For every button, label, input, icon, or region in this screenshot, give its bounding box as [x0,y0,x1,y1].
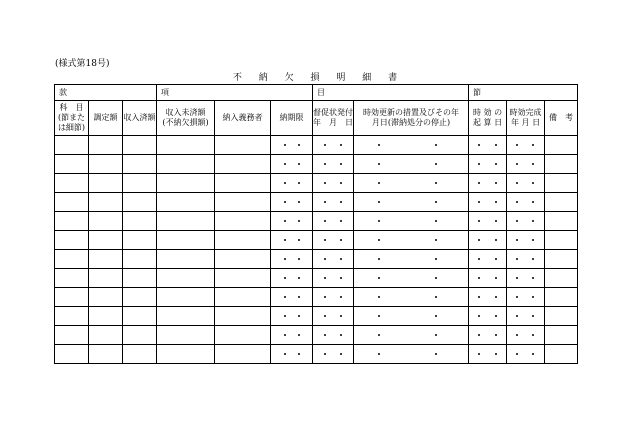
date-separator-dot [495,163,497,165]
date-separator-dot [298,277,300,279]
table-cell[interactable] [271,288,313,307]
table-cell[interactable] [157,136,215,155]
table-row [55,307,578,326]
table-cell[interactable] [545,326,578,345]
table-cell[interactable] [215,174,271,193]
header-shunyu: 収入済額 [123,101,157,136]
date-separator-dot [378,220,380,222]
table-cell[interactable] [469,269,507,288]
table-cell[interactable] [507,345,545,364]
date-separator-dot [516,239,518,241]
table-cell[interactable] [545,193,578,212]
title-char: 細 [362,73,372,83]
date-separator-dot [378,201,380,203]
table-cell[interactable] [507,288,545,307]
table-cell[interactable] [215,269,271,288]
table-cell[interactable] [55,250,89,269]
table-cell[interactable] [545,269,578,288]
date-separator-dot [284,315,286,317]
date-separator-dot [478,353,480,355]
date-separator-dot [284,258,286,260]
table-cell[interactable] [215,345,271,364]
table-cell[interactable] [271,174,313,193]
date-separator-dot [516,144,518,146]
date-separator-dot [532,296,534,298]
table-cell[interactable] [469,136,507,155]
table-cell[interactable] [215,307,271,326]
table-cell[interactable] [469,326,507,345]
date-separator-dot [298,239,300,241]
table-cell[interactable] [354,231,469,250]
date-separator-dot [435,258,437,260]
date-separator-dot [435,182,437,184]
date-separator-dot [516,315,518,317]
table-cell[interactable] [123,136,157,155]
table-row [55,288,578,307]
date-separator-dot [298,353,300,355]
date-separator-dot [478,315,480,317]
table-cell[interactable] [215,193,271,212]
table-cell[interactable] [89,136,123,155]
table-cell[interactable] [354,193,469,212]
title-char: 書 [388,73,398,83]
date-separator-dot [516,334,518,336]
table-cell[interactable] [469,288,507,307]
table-cell[interactable] [313,136,354,155]
date-separator-dot [435,353,437,355]
deficit-detail-table [54,84,578,364]
table-cell[interactable] [271,250,313,269]
table-row [55,231,578,250]
date-separator-dot [284,239,286,241]
date-separator-dot [495,315,497,317]
date-separator-dot [324,201,326,203]
table-row [55,269,578,288]
table-cell[interactable] [89,288,123,307]
table-cell[interactable] [157,174,215,193]
date-separator-dot [478,277,480,279]
table-cell[interactable] [215,136,271,155]
date-separator-dot [298,334,300,336]
table-cell[interactable] [55,136,89,155]
table-cell[interactable] [271,193,313,212]
date-separator-dot [340,334,342,336]
table-cell[interactable] [507,193,545,212]
table-cell[interactable] [55,345,89,364]
table-cell[interactable] [469,155,507,174]
table-cell[interactable] [271,307,313,326]
table-cell[interactable] [507,250,545,269]
table-cell[interactable] [157,345,215,364]
table-cell[interactable] [89,250,123,269]
table-cell[interactable] [123,307,157,326]
table-cell[interactable] [545,136,578,155]
date-separator-dot [435,334,437,336]
title-char: 明 [336,73,346,83]
date-separator-dot [340,296,342,298]
table-cell[interactable] [89,269,123,288]
date-separator-dot [284,163,286,165]
table-cell[interactable] [354,269,469,288]
date-separator-dot [298,144,300,146]
date-separator-dot [478,182,480,184]
date-separator-dot [435,296,437,298]
table-cell[interactable] [507,155,545,174]
date-separator-dot [324,182,326,184]
table-cell[interactable] [157,250,215,269]
table-cell[interactable] [313,250,354,269]
table-row [55,155,578,174]
table-cell[interactable] [55,307,89,326]
date-separator-dot [324,353,326,355]
date-separator-dot [284,353,286,355]
table-cell[interactable] [215,326,271,345]
table-cell[interactable] [507,136,545,155]
date-separator-dot [478,220,480,222]
moku-cell: 目 [313,85,469,101]
date-separator-dot [324,334,326,336]
date-separator-dot [284,277,286,279]
date-separator-dot [298,182,300,184]
table-cell[interactable] [313,193,354,212]
table-cell[interactable] [545,345,578,364]
table-cell[interactable] [545,307,578,326]
table-cell[interactable] [354,288,469,307]
table-cell[interactable] [507,269,545,288]
table-cell[interactable] [507,326,545,345]
date-separator-dot [324,239,326,241]
table-cell[interactable] [271,231,313,250]
table-cell[interactable] [271,212,313,231]
table-cell[interactable] [89,212,123,231]
date-separator-dot [495,277,497,279]
date-separator-dot [324,296,326,298]
column-header-row [55,101,578,136]
date-separator-dot [478,163,480,165]
table-cell[interactable] [354,345,469,364]
date-separator-dot [378,144,380,146]
table-cell[interactable] [55,231,89,250]
date-separator-dot [495,182,497,184]
table-cell[interactable] [55,193,89,212]
table-cell[interactable] [313,345,354,364]
table-cell[interactable] [157,212,215,231]
table-cell[interactable] [354,212,469,231]
date-separator-dot [298,296,300,298]
table-cell[interactable] [271,155,313,174]
date-separator-dot [516,353,518,355]
table-cell[interactable] [55,288,89,307]
table-cell[interactable] [123,288,157,307]
date-separator-dot [478,239,480,241]
table-cell[interactable] [469,345,507,364]
table-cell[interactable] [89,174,123,193]
table-cell[interactable] [507,307,545,326]
date-separator-dot [378,334,380,336]
date-separator-dot [495,258,497,260]
table-cell[interactable] [89,326,123,345]
table-cell[interactable] [55,212,89,231]
table-cell[interactable] [215,250,271,269]
table-cell[interactable] [313,231,354,250]
date-separator-dot [324,163,326,165]
table-cell[interactable] [271,269,313,288]
table-cell[interactable] [215,155,271,174]
header-jikou-koushin: 時効更新の措置及びその年 月日(滞納処分の停止) [354,101,469,136]
date-separator-dot [478,334,480,336]
table-cell[interactable] [469,307,507,326]
date-separator-dot [435,201,437,203]
table-row [55,345,578,364]
header-tokusoku: 督促状発付 年 月 日 [313,101,354,136]
date-separator-dot [340,163,342,165]
date-separator-dot [478,296,480,298]
date-separator-dot [478,258,480,260]
table-row [55,326,578,345]
table-cell[interactable] [469,212,507,231]
date-separator-dot [324,144,326,146]
table-row [55,136,578,155]
table-cell[interactable] [354,155,469,174]
table-cell[interactable] [507,231,545,250]
header-mishuu: 収入未済額 (不納欠損額) [157,101,215,136]
date-separator-dot [284,334,286,336]
date-separator-dot [340,220,342,222]
title-char: 欠 [284,73,294,83]
table-cell[interactable] [469,193,507,212]
table-cell[interactable] [271,345,313,364]
date-separator-dot [284,182,286,184]
date-separator-dot [340,315,342,317]
table-cell[interactable] [157,193,215,212]
account-category-row [55,85,578,101]
table-cell[interactable] [89,193,123,212]
date-separator-dot [340,258,342,260]
date-separator-dot [378,239,380,241]
date-separator-dot [435,220,437,222]
date-separator-dot [516,182,518,184]
date-separator-dot [340,239,342,241]
date-separator-dot [378,258,380,260]
table-cell[interactable] [313,155,354,174]
table-cell[interactable] [354,136,469,155]
date-separator-dot [298,201,300,203]
table-cell[interactable] [123,155,157,174]
table-cell[interactable] [545,212,578,231]
date-separator-dot [340,353,342,355]
table-cell[interactable] [469,174,507,193]
date-separator-dot [284,144,286,146]
table-cell[interactable] [157,307,215,326]
title-char: 損 [310,73,320,83]
date-separator-dot [284,296,286,298]
table-row [55,193,578,212]
table-cell[interactable] [507,212,545,231]
header-biko: 備 考 [545,101,578,136]
kou-cell: 項 [157,85,313,101]
date-separator-dot [495,220,497,222]
table-cell[interactable] [469,250,507,269]
table-cell[interactable] [354,326,469,345]
table-cell[interactable] [89,155,123,174]
table-cell[interactable] [157,288,215,307]
table-cell[interactable] [313,307,354,326]
date-separator-dot [516,201,518,203]
date-separator-dot [378,296,380,298]
date-separator-dot [324,220,326,222]
date-separator-dot [435,144,437,146]
table-cell[interactable] [157,155,215,174]
table-cell[interactable] [545,174,578,193]
table-cell[interactable] [157,231,215,250]
table-row [55,212,578,231]
date-separator-dot [298,163,300,165]
table-cell[interactable] [469,231,507,250]
date-separator-dot [284,220,286,222]
date-separator-dot [532,182,534,184]
date-separator-dot [378,353,380,355]
date-separator-dot [324,277,326,279]
date-separator-dot [516,220,518,222]
table-cell[interactable] [123,250,157,269]
header-gimusha: 納入義務者 [215,101,271,136]
date-separator-dot [298,315,300,317]
date-separator-dot [532,277,534,279]
date-separator-dot [495,334,497,336]
table-cell[interactable] [123,212,157,231]
date-separator-dot [340,144,342,146]
table-cell[interactable] [215,212,271,231]
table-cell[interactable] [545,155,578,174]
form-number: (様式第18号) [55,59,110,69]
date-separator-dot [378,277,380,279]
table-cell[interactable] [123,269,157,288]
table-cell[interactable] [313,288,354,307]
header-chotei: 調定額 [89,101,123,136]
date-separator-dot [378,315,380,317]
table-cell[interactable] [89,231,123,250]
date-separator-dot [532,353,534,355]
table-cell[interactable] [55,269,89,288]
date-separator-dot [478,144,480,146]
date-separator-dot [340,182,342,184]
date-separator-dot [435,163,437,165]
table-cell[interactable] [354,250,469,269]
table-cell[interactable] [545,288,578,307]
table-cell[interactable] [507,174,545,193]
table-cell[interactable] [313,269,354,288]
table-cell[interactable] [55,174,89,193]
table-cell[interactable] [123,326,157,345]
date-separator-dot [435,277,437,279]
date-separator-dot [284,201,286,203]
table-row [55,250,578,269]
table-cell[interactable] [55,326,89,345]
setsu-cell: 節 [469,85,578,101]
date-separator-dot [532,201,534,203]
date-separator-dot [532,334,534,336]
table-cell[interactable] [123,345,157,364]
table-cell[interactable] [89,307,123,326]
table-cell[interactable] [215,288,271,307]
header-kamoku: 科 目 (節また は細節) [55,101,89,136]
date-separator-dot [324,258,326,260]
table-cell[interactable] [157,326,215,345]
date-separator-dot [495,201,497,203]
date-separator-dot [298,258,300,260]
date-separator-dot [378,182,380,184]
date-separator-dot [532,144,534,146]
title-char: 納 [258,73,268,83]
table-cell[interactable] [545,231,578,250]
date-separator-dot [495,353,497,355]
date-separator-dot [495,144,497,146]
date-separator-dot [324,315,326,317]
date-separator-dot [532,239,534,241]
date-separator-dot [298,220,300,222]
date-separator-dot [516,163,518,165]
table-cell[interactable] [123,193,157,212]
date-separator-dot [532,220,534,222]
table-cell[interactable] [313,212,354,231]
date-separator-dot [435,315,437,317]
date-separator-dot [340,201,342,203]
date-separator-dot [340,277,342,279]
date-separator-dot [378,163,380,165]
table-cell[interactable] [123,231,157,250]
table-cell[interactable] [545,250,578,269]
table-cell[interactable] [271,136,313,155]
table-cell[interactable] [354,307,469,326]
date-separator-dot [532,163,534,165]
date-separator-dot [435,239,437,241]
header-jikou-kisan: 時 効 の 起 算 日 [469,101,507,136]
date-separator-dot [532,258,534,260]
date-separator-dot [516,296,518,298]
table-cell[interactable] [354,174,469,193]
table-cell[interactable] [123,174,157,193]
table-row [55,174,578,193]
title-char: 不 [232,73,242,83]
table-cell[interactable] [271,326,313,345]
table-cell[interactable] [157,269,215,288]
date-separator-dot [516,277,518,279]
table-cell[interactable] [313,326,354,345]
date-separator-dot [516,258,518,260]
kan-cell: 款 [55,85,157,101]
date-separator-dot [495,239,497,241]
table-cell[interactable] [89,345,123,364]
header-nonyuu: 納期限 [271,101,313,136]
data-rows [55,136,578,364]
date-separator-dot [495,296,497,298]
table-cell[interactable] [55,155,89,174]
document-title [0,70,630,83]
date-separator-dot [532,315,534,317]
table-cell[interactable] [215,231,271,250]
table-cell[interactable] [313,174,354,193]
header-jikou-kansei: 時効完成 年 月 日 [507,101,545,136]
date-separator-dot [478,201,480,203]
